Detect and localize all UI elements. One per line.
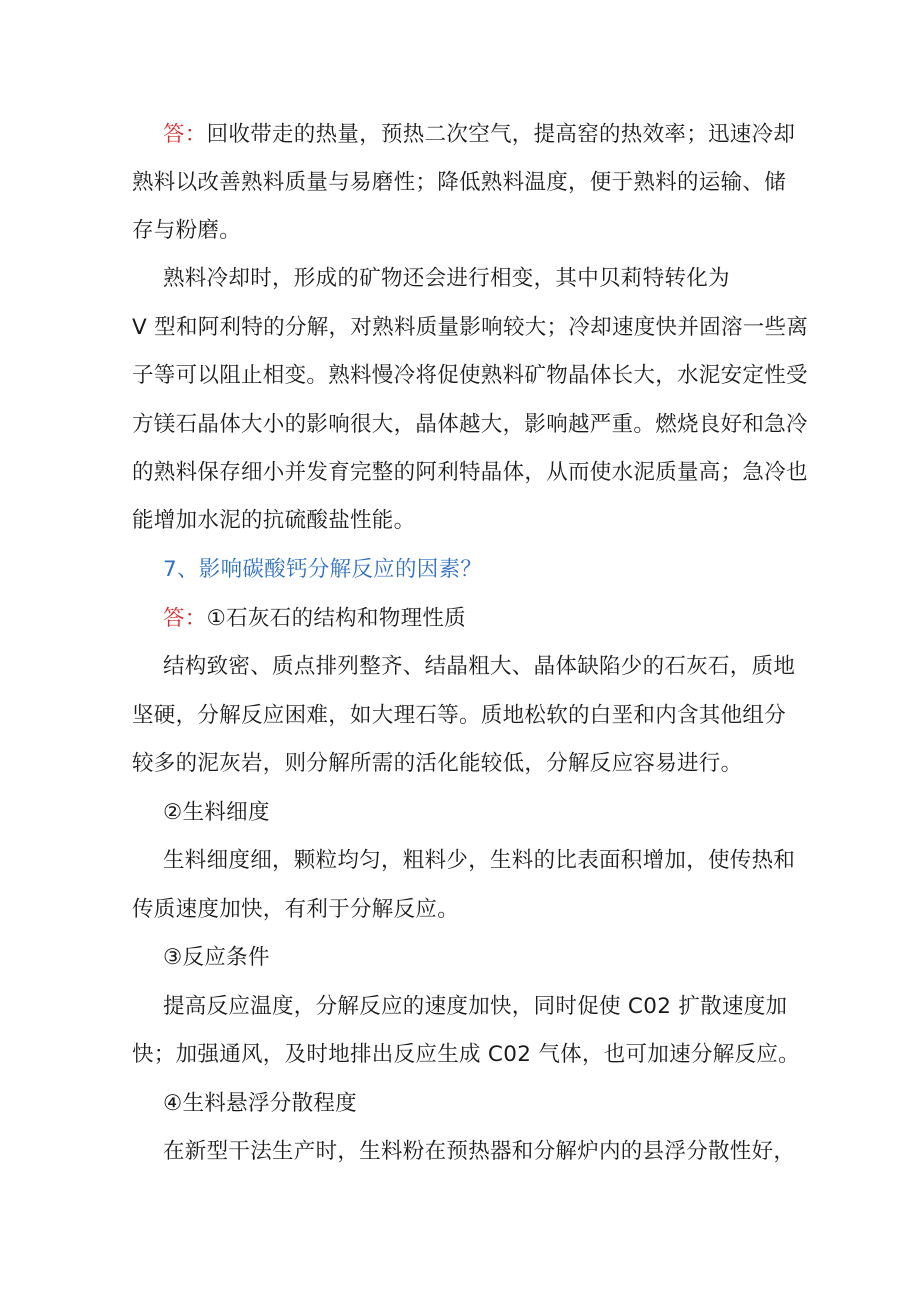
answer-label: 答： [163,606,207,631]
paragraph-line: 的熟料保存细小并发育完整的阿利特晶体，从而使水泥质量高；急冷也 [132,460,808,485]
subheading: ②生料细度 [163,800,270,825]
answer-text: ①石灰石的结构和物理性质 [206,606,466,631]
paragraph-line: 能增加水泥的抗硫酸盐性能。 [132,508,416,533]
paragraph-line: 结构致密、质点排列整齐、结晶粗大、晶体缺陷少的石灰石，质地 [163,654,796,679]
paragraph-line: 生料细度细，颗粒均匀，粗料少，生料的比表面积增加，使传热和 [163,848,796,873]
paragraph-line: 快；加强通风，及时地排出反应生成 C02 气体，也可加速分解反应。 [132,1042,800,1067]
question-heading: 7、影响碳酸钙分解反应的因素？ [163,557,483,582]
paragraph-line: 熟料冷却时，形成的矿物还会进行相变，其中贝莉特转化为 [163,266,730,291]
paragraph-line: V 型和阿利特的分解，对熟料质量影响较大；冷却速度快并固溶一些离 [132,315,809,340]
paragraph-line: 坚硬，分解反应困难，如大理石等。质地松软的白垩和内含其他组分 [132,703,787,728]
paragraph-line: 传质速度加快，有利于分解反应。 [132,897,460,922]
paragraph-line: 子等可以阻止相变。熟料慢冷将促使熟料矿物晶体长大，水泥安定性受 [132,363,808,388]
answer-text: 回收带走的热量，预热二次空气，提高窑的热效率；迅速冷却 [206,122,796,147]
paragraph-line: 存与粉磨。 [132,218,242,243]
answer-line [163,604,466,634]
subheading: ③反应条件 [163,945,270,970]
paragraph-line: 熟料以改善熟料质量与易磨性；降低熟料温度，便于熟料的运输、储 [132,170,787,195]
paragraph-line: 方镁石晶体大小的影响很大，晶体越大，影响越严重。燃烧良好和急冷 [132,412,808,437]
paragraph-line: 在新型干法生产时，生料粉在预热器和分解炉内的县浮分散性好， [163,1139,796,1164]
answer-line [163,120,795,150]
paragraph-line: 较多的泥灰岩，则分解所需的活化能较低，分解反应容易进行。 [132,751,743,776]
answer-label: 答： [163,122,207,147]
subheading: ④生料悬浮分散程度 [163,1091,357,1116]
paragraph-line: 提高反应温度，分解反应的速度加快，同时促使 C02 扩散速度加 [163,994,788,1019]
